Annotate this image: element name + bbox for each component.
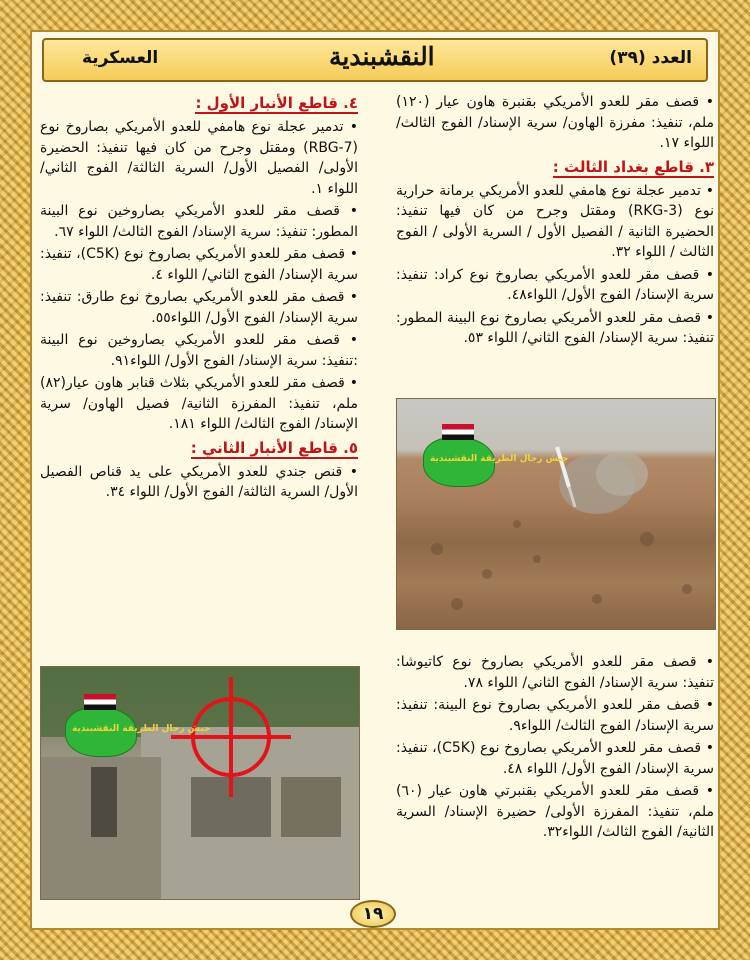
section-title: العسكرية (82, 48, 159, 68)
report-item: • قصف مقر للعدو الأمريكي بصاروخ نوع (C5K)، تنفيذ: سرية الإسناد/ الفوج الثاني/ اللواء ٤. (40, 246, 358, 283)
page-header (42, 38, 708, 82)
section-heading: ٥. قاطع الأنبار الثاني : (190, 438, 358, 457)
report-item: • قصف مقر للعدو الأمريكي بصاروخين نوع البينة :تنفيذ: سرية الإسناد/ الفوج الأول/ اللواء٩١. (40, 332, 358, 369)
report-item: • قصف مقر للعدو الأمريكي بقنبرة هاون عيار (١٢٠) ملم، تنفيذ: مفرزة الهاون/ سرية الإسناد/ الفوج الثالث/ اللواء ١٧. (396, 94, 714, 151)
report-item: • قصف مقر للعدو الأمريكي بصاروخ نوع كاتيوشا: تنفيذ: سرية الإسناد/ الفوج الثاني/ اللواء ٧٨. (396, 654, 714, 691)
report-item: • قصف مقر للعدو الأمريكي بصاروخين نوع البينة المطور: تنفيذ: سرية الإسناد/ الفوج الثالث/ اللواء ٦٧. (40, 203, 358, 240)
flag-icon (442, 424, 474, 440)
page (30, 30, 720, 930)
report-item: • تدمير عجلة نوع هامفي للعدو الأمريكي بصاروخ نوع (RBG-7) ومقتل وجرح من كان فيها تنفيذ: الحضيرة الأولى/ الفصيل الأول/ السرية الثالثة/ الفوج الثاني/ اللواء ١. (40, 119, 358, 197)
report-item: • تدمير عجلة نوع هامفي للعدو الأمريكي برمانة حرارية نوع (RKG-3) ومقتل وجرح من كان فيها تنفيذ: الحضيرة الثانية / الفصيل الأول / السرية الأولى / الفوج الثالث / اللواء ٣٢. (396, 182, 714, 260)
report-item: • قصف مقر للعدو الأمريكي بصاروخ نوع البينة: تنفيذ: سرية الإسناد/ الفوج الثالث/ اللواء٩. (396, 697, 714, 734)
section-heading: ٣. قاطع بغداد الثالث : (552, 157, 714, 176)
report-item: • قصف مقر للعدو الأمريكي بصاروخ نوع البينة المطور: تنفيذ: سرية الإسناد/ الفوج الثاني/ اللواء ٥٣. (396, 309, 714, 346)
issue-number: العدد (٣٩) (609, 48, 692, 68)
section-heading: ٤. قاطع الأنبار الأول : (195, 94, 358, 112)
right-column-bottom (396, 652, 714, 845)
report-item: • قصف مقر للعدو الأمريكي بقنبرتي هاون عيار (٦٠) ملم، تنفيذ: المفرزة الأولى/ حضيرة الإسناد/ السرية الثانية/ الفوج الثالث/ اللواء٣٢. (396, 783, 714, 840)
group-logo: جيش رجال الطريقة النقشبندية (65, 707, 137, 757)
flag-icon (84, 694, 116, 710)
report-item: • قصف مقر للعدو الأمريكي بصاروخ نوع طارق: تنفيذ: سرية الإسناد/ الفوج الأول/ اللواء٥٥. (40, 289, 358, 326)
page-number: ١٩ (350, 900, 396, 928)
left-column (40, 92, 358, 505)
report-item: • قنص جندي للعدو الأمريكي على يد قناص الفصيل الأول/ السرية الثالثة/ الفوج الأول/ اللواء ٣٤. (40, 463, 358, 500)
right-column-top (396, 92, 714, 351)
magazine-title: النقشبندية (329, 42, 435, 71)
sniper-scope-photo (40, 666, 360, 900)
report-item: • قصف مقر للعدو الأمريكي بصاروخ نوع كراد: تنفيذ: سرية الإسناد/ الفوج الأول/ اللواء٤٨. (396, 266, 714, 303)
group-logo: جيش رجال الطريقة النقشبندية (423, 437, 495, 487)
rocket-launch-photo (396, 398, 716, 630)
report-item: • قصف مقر للعدو الأمريكي بصاروخ نوع (C5K)، تنفيذ: سرية الإسناد/ الفوج الأول/ اللواء ٤٨. (396, 740, 714, 777)
report-item: • قصف مقر للعدو الأمريكي بثلاث قنابر هاون عيار(٨٢) ملم، تنفيذ: المفرزة الثانية/ فصيل الهاون/ سرية الإسناد/ الفوج الثالث/ اللواء ١٨١. (40, 375, 358, 432)
